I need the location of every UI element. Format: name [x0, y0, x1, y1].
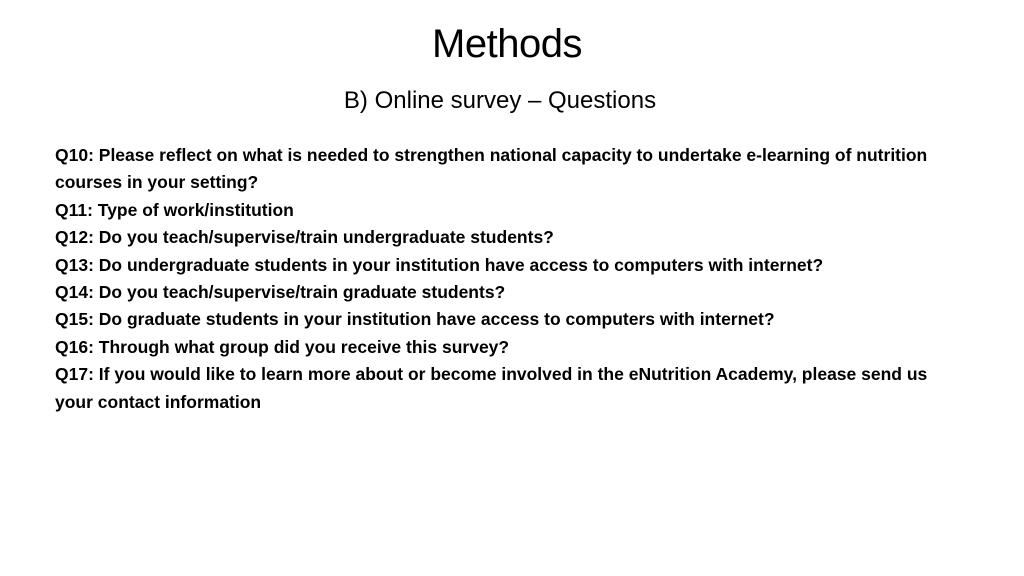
- question-q17: Q17: If you would like to learn more about or become involved in the eNutrition Academy, please send us your contact information: [55, 364, 928, 412]
- slide-title: Methods: [432, 22, 582, 66]
- question-list: [55, 142, 955, 416]
- question-q15: Q15: Do graduate students in your institution have access to computers with internet?: [55, 309, 775, 330]
- question-q13: Q13: Do undergraduate students in your institution have access to computers with internet?: [55, 254, 824, 275]
- question-q16: Q16: Through what group did you receive this survey?: [55, 336, 510, 357]
- question-q11: Q11: Type of work/institution: [55, 199, 294, 220]
- question-q10: Q10: Please reflect on what is needed to strengthen national capacity to undertake e-learning of nutrition courses in your setting?: [55, 145, 928, 193]
- question-q14: Q14: Do you teach/supervise/train graduate students?: [55, 282, 506, 303]
- question-q12: Q12: Do you teach/supervise/train undergraduate students?: [55, 227, 554, 248]
- slide-subtitle: B) Online survey – Questions: [343, 87, 657, 114]
